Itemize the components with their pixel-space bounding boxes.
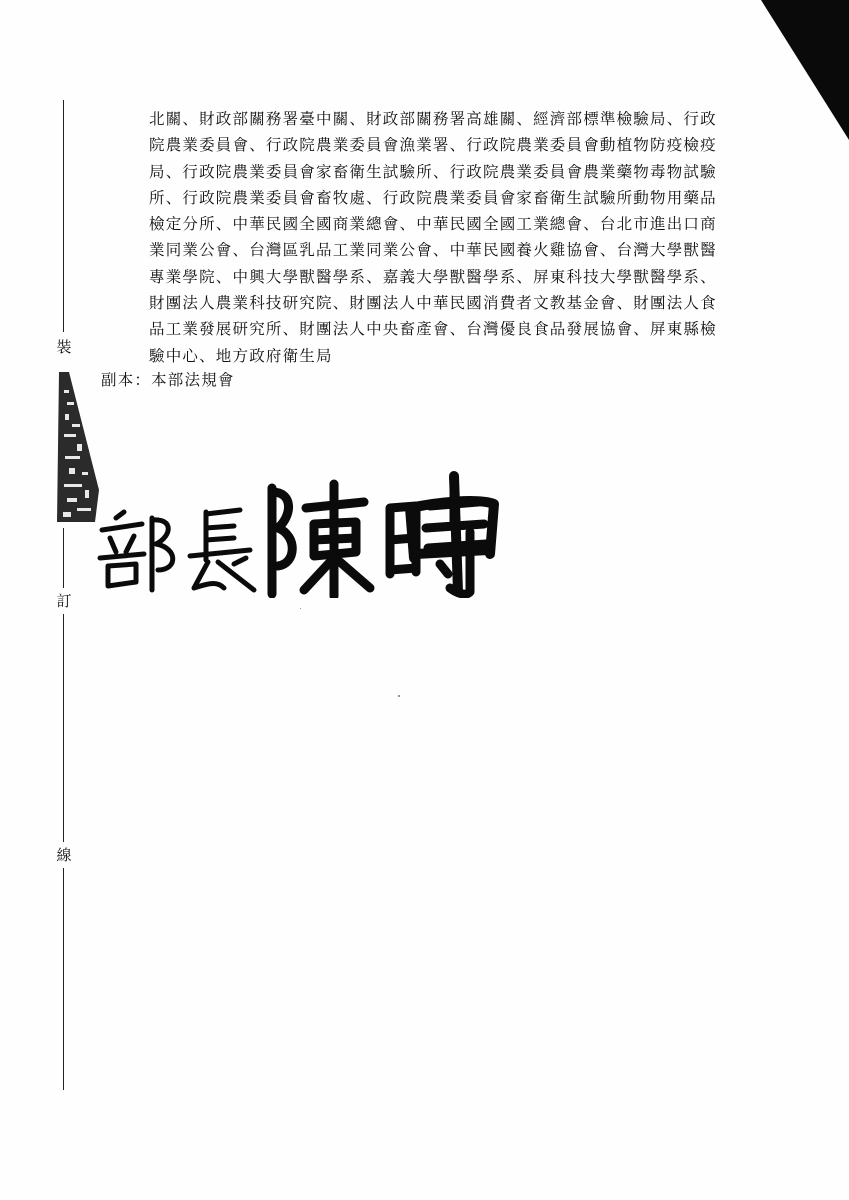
corner-fold-mark <box>753 0 849 140</box>
distribution-line: 院農業委員會、行政院農業委員會漁業署、行政院農業委員會動植物防疫檢疫 <box>149 136 717 155</box>
page-seam-stamp <box>55 372 99 522</box>
binding-dash <box>63 614 64 842</box>
distribution-line: 檢定分所、中華民國全國商業總會、中華民國全國工業總會、台北市進出口商 <box>149 215 717 234</box>
binding-line <box>52 100 76 1090</box>
binding-dash <box>63 528 64 588</box>
binding-dash <box>63 100 64 332</box>
copy-to-line: 副本：本部法規會 <box>101 371 235 389</box>
minister-signature-last-char <box>398 468 508 598</box>
distribution-line: 業同業公會、台灣區乳品工業同業公會、中華民國養火雞協會、台灣大學獸醫 <box>149 241 717 260</box>
distribution-line: 驗中心、地方政府衛生局 <box>149 346 333 365</box>
distribution-line: 品工業發展研究所、財團法人中央畜產會、台灣優良食品發展協會、屏東縣檢 <box>149 320 717 339</box>
scan-speck <box>398 695 400 697</box>
binding-dash <box>63 868 64 1090</box>
distribution-line: 財團法人農業科技研究院、財團法人中華民國消費者文教基金會、財團法人食 <box>149 294 717 313</box>
distribution-line: 所、行政院農業委員會畜牧處、行政院農業委員會家畜衛生試驗所動物用藥品 <box>149 188 717 207</box>
distribution-line: 局、行政院農業委員會家畜衛生試驗所、行政院農業委員會農業藥物毒物試驗 <box>149 162 717 181</box>
distribution-line: 專業學院、中興大學獸醫學系、嘉義大學獸醫學系、屏東科技大學獸醫學系、 <box>149 267 717 286</box>
distribution-line: 北關、財政部關務署臺中關、財政部關務署高雄關、經濟部標準檢驗局、行政 <box>149 110 717 128</box>
distribution-list <box>149 106 749 369</box>
binding-mark-middle: 訂 <box>52 592 76 610</box>
scan-speck <box>300 608 301 609</box>
binding-mark-bottom: 線 <box>52 846 76 864</box>
binding-mark-top: 裝 <box>52 338 76 356</box>
